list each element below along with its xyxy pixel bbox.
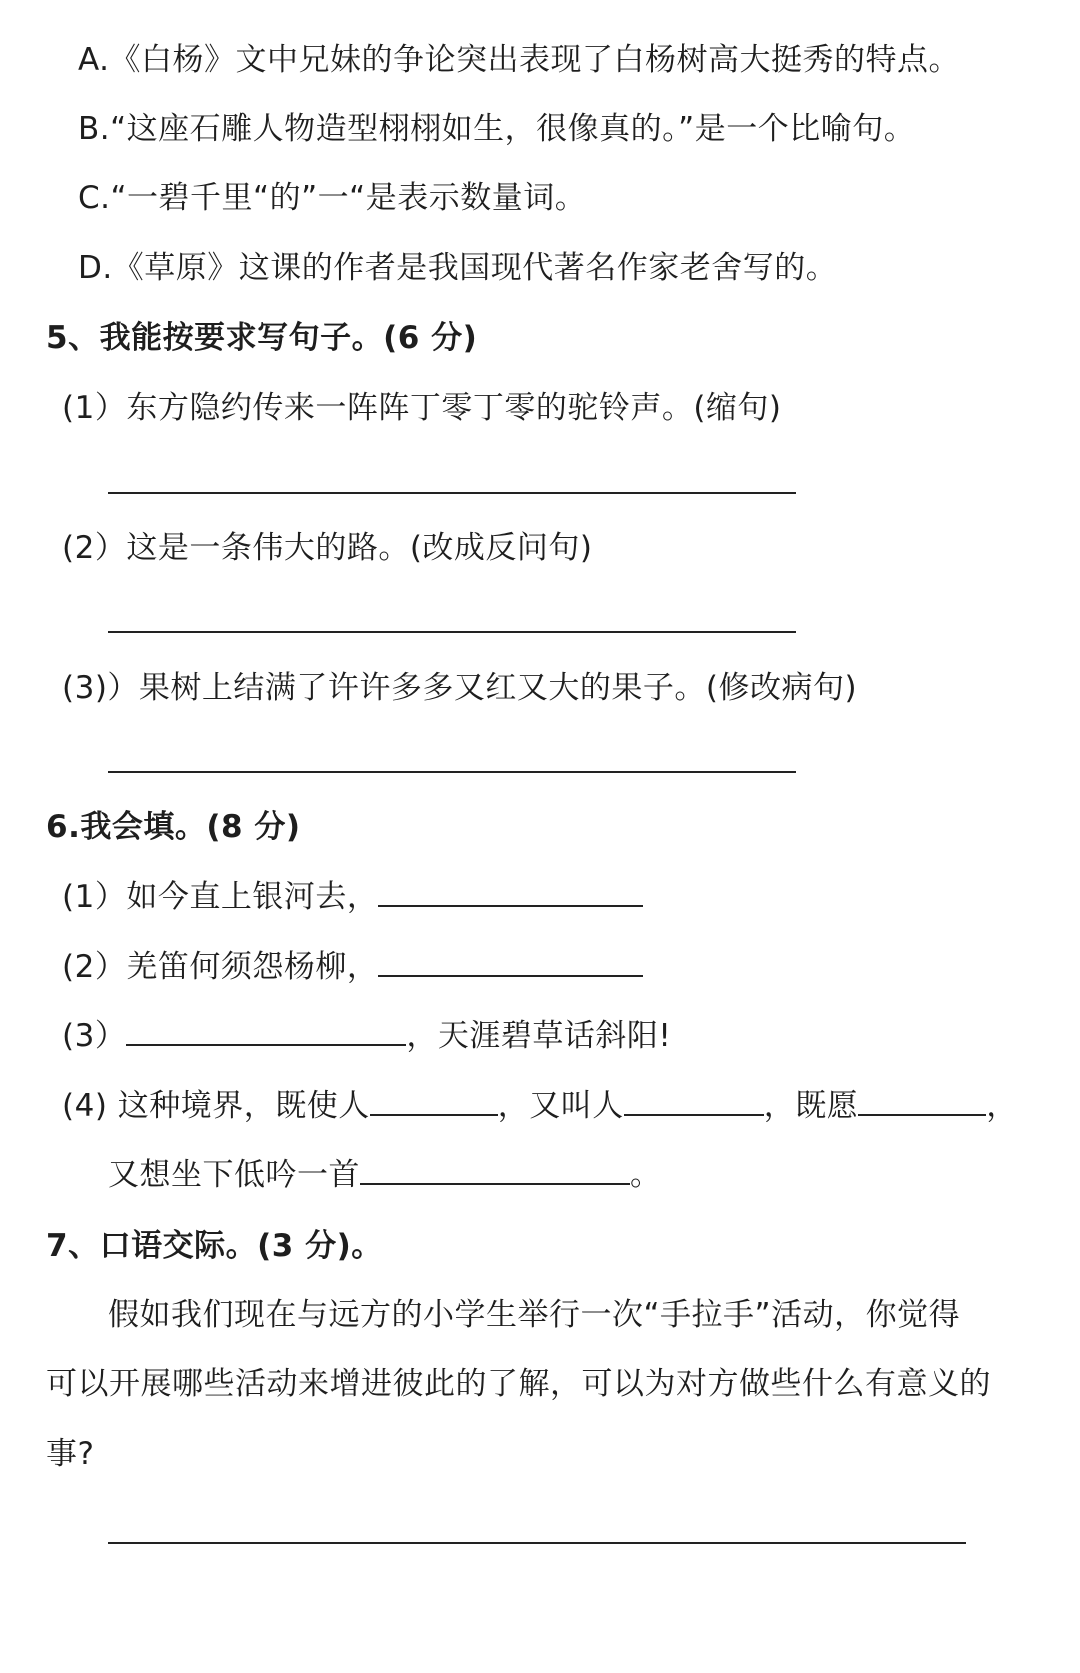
q5-item-1: (1）东方隐约传来一阵阵丁零丁零的驼铃声。(缩句) (62, 390, 782, 426)
q7-paragraph-line-2: 可以开展哪些活动来增进彼此的了解，可以为对方做些什么有意义的 (46, 1366, 991, 1402)
q6-item-3-suffix: ，天涯碧草话斜阳! (406, 1018, 672, 1054)
option-c: C.“一碧千里“的”一“是表示数量词。 (78, 180, 587, 216)
q6-item-3-prefix: (3） (62, 1018, 127, 1054)
q6-item-1 (62, 877, 643, 917)
q5-heading: 5、我能按要求写句子。(6 分) (46, 320, 478, 356)
q5-answer-line-1[interactable] (108, 492, 796, 494)
q6-item-3 (62, 1016, 671, 1056)
option-b: B.“这座石雕人物造型栩栩如生，很像真的。”是一个比喻句。 (78, 111, 916, 147)
q6-item-2 (62, 947, 643, 987)
q6-item-4-text-a: (4) 这种境界，既使人 (62, 1088, 370, 1124)
q6-item-2-blank[interactable] (378, 947, 643, 977)
q5-answer-line-2[interactable] (108, 631, 796, 633)
q7-paragraph-line-1: 假如我们现在与远方的小学生举行一次“手拉手”活动，你觉得 (108, 1297, 961, 1333)
q6-item-4-blank-1[interactable] (370, 1086, 498, 1116)
q6-item-2-text: (2）羌笛何须怨杨柳， (62, 949, 379, 985)
q6-item-4-blank-3[interactable] (858, 1086, 986, 1116)
option-a: A.《白杨》文中兄妹的争论突出表现了白杨树高大挺秀的特点。 (78, 42, 961, 78)
q6-heading: 6.我会填。(8 分) (46, 809, 301, 845)
q6-item-4-text-d: ， (986, 1088, 1018, 1124)
q6-item-1-blank[interactable] (378, 877, 643, 907)
q5-item-2: (2）这是一条伟大的路。(改成反问句) (62, 530, 593, 566)
q6-item-1-text: (1）如今直上银河去， (62, 879, 379, 915)
q6-item-4-text-b: ，又叫人 (497, 1088, 624, 1124)
q7-paragraph-line-3: 事? (46, 1436, 95, 1472)
q7-answer-line[interactable] (108, 1542, 966, 1544)
q6-item-4-blank-4[interactable] (360, 1155, 630, 1185)
q5-answer-line-3[interactable] (108, 771, 796, 773)
q6-item-4-continued (108, 1155, 662, 1195)
q7-heading: 7、口语交际。(3 分)。 (46, 1228, 383, 1264)
q6-item-3-blank[interactable] (126, 1016, 406, 1046)
q6-item-4-blank-2[interactable] (624, 1086, 764, 1116)
q6-item-4-text-f: 。 (630, 1157, 662, 1193)
q6-item-4-text-c: ，既愿 (763, 1088, 859, 1124)
option-d: D.《草原》这课的作者是我国现代著名作家老舍写的。 (78, 250, 838, 286)
q6-item-4 (62, 1086, 1018, 1126)
q5-item-3: (3)）果树上结满了许许多多又红又大的果子。(修改病句) (62, 670, 858, 706)
q6-item-4-text-e: 又想坐下低吟一首 (108, 1157, 360, 1193)
